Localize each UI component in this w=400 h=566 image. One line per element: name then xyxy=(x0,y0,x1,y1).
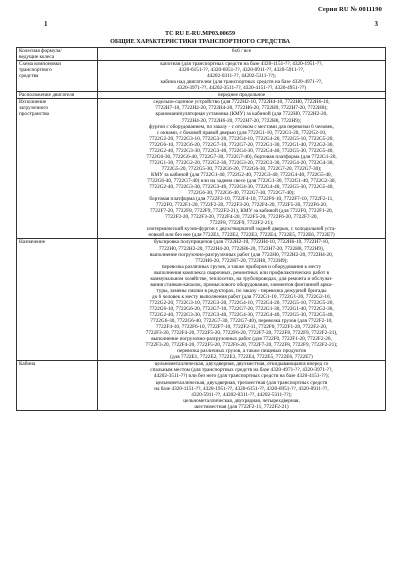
value-line: 7722F0, 7722F1-20, 7722F2-20, 7722F3-20, 7722F4-20, 7722F5-20, 7722F6-20, xyxy=(155,202,328,209)
value-line: выполнение погрузочно-разгрузочных работ (для 7722Н0, 7722Н2-20, 7722Н4-20, xyxy=(149,251,334,258)
value-line: краноманипуляторная установка (КМУ) за кабиной (для 7722Н0, 7722Н2-20, xyxy=(155,111,328,118)
value-line: с окнами, с боковой правой дверью (для 7722G1-10, 7722G1-20, 7722G2-10, xyxy=(156,129,327,136)
value-line: 7722F3-20, 7722F4-20, 7722F5-20, 7722F6-20, 7722F7-20, 7722F8, 7722F9, 7722F2-21); xyxy=(145,342,338,349)
value-line: 7722G6-30, 7722G6-40, 7722G7-30, 7722G7-40), бортовая платформа (для 7722G1-20, xyxy=(146,153,337,160)
value-line: 4320-3971-??, 44202-3511-??, 4320-4151-??, 4320-4951-??) xyxy=(177,85,306,92)
table-row xyxy=(17,99,386,239)
value-line: 7722G6-10, 7722G6-20, 7722G7-10, 7722G7-20, 7722G1-30, 7722G1-40, 7722G2-30, xyxy=(149,141,334,148)
value-line: 7722Н4-20, 7722Н6-20, 7722Н7-20, 7722Н8, 7722Н9); xyxy=(181,117,302,124)
table-row xyxy=(17,92,386,99)
value-line: 7722F8, 7722F9, 7722F2-21); xyxy=(209,220,274,227)
value-line: 7722F2-20, 7722F3-20, 7722F4-20, 7722F5-20, 7722F6-20, 7722F7-20, xyxy=(165,214,318,221)
value-line: 7722G2-40, 7722G3-30, 7722G3-40, 7722G4-30, 7722G4-40, 7722G5-30, 7722G5-40, xyxy=(149,184,334,191)
row-value xyxy=(98,92,386,99)
value-line: 7722G6-10, 7722G6-20, 7722G7-10, 7722G7-20, 7722G1-30, 7722G1-40, 7722G2-30, xyxy=(149,305,334,312)
value-line: 7722G1-30, 7722G2-20, 7722G2-30, 7722G3-20, 7722G3-30, 7722G4-20, 7722G4-30, xyxy=(149,159,334,166)
row-value xyxy=(98,48,386,61)
value-line: вания станков-качалок, промыслового оборудования, элементов фонтанной арма- xyxy=(150,281,333,288)
label-line: транспортного xyxy=(19,67,52,74)
value-line: кабина над двигателем (для транспортных средств на базе 4320-4971-??, xyxy=(160,79,323,86)
row-value xyxy=(98,361,386,410)
value-line: перевозка различных грузов, а также приборов и оборудования к месту xyxy=(161,263,322,270)
value-line: 6х6 / все xyxy=(231,48,252,54)
row-label xyxy=(17,239,98,361)
table-row xyxy=(17,48,386,61)
table-row xyxy=(17,239,386,361)
value-line: 7722Н7-10, 7722Н2-20, 7722Н4-20, 7722Н6-20, 7722Н9, 7722Н7-20, 7722Н8); xyxy=(155,105,328,112)
value-line: на базе 4320-1151-??, 4320-1951-??, 4320-6151-??, 4320-6951-??, 4320-0911-??, xyxy=(154,385,329,392)
value-line: 7722G2-20, 7722G3-10, 7722G3-20, 7722G4-10, 7722G4-20, 7722G5-10, 7722G5-20, xyxy=(149,135,334,142)
page-number-left: 1 xyxy=(44,20,48,28)
value-line: бортовая платформа (для 7722F2-10, 7722F4-10, 7722F6-10, 7722F7-10, 7722F2-11, xyxy=(149,196,334,203)
value-line: выполнение погрузочно-разгрузочных работ (для 7722F0, 7722F1-20, 7722F2-20, xyxy=(151,336,332,343)
value-line: туры, замены смазки в редукторах, по заказу - перевозка дежурной бригады xyxy=(156,287,327,294)
value-line: КМУ за кабиной (для 7722G1-40, 7722G2-40, 7722G3-40, 7722G4-40, 7722G5-40, xyxy=(151,171,332,178)
value-line: 7722G6-30, 7722G6-40, 7722G7-30, 7722G7-40), перевозка грузов (для 7722F2-10, xyxy=(150,318,333,325)
label-line: средства xyxy=(19,73,39,80)
value-line: переднее продольное xyxy=(217,92,266,99)
label-line: Кабина xyxy=(19,361,36,368)
serial-number: Серия RU № 0011190 xyxy=(317,6,382,13)
section-title: ОБЩИЕ ХАРАКТЕРИСТИКИ ТРАНСПОРТНОГО СРЕДСТВА xyxy=(110,38,290,45)
value-line: новкой или без нее (для 7722Е1, 7722Е2, 7722Е3, 7722Е4, 7722Е5, 7722Е6, 7722Е7) xyxy=(148,232,335,239)
value-line: капотная (для транспортных средств на базе 4320-1151-??, 4320-1951-??, xyxy=(160,61,323,68)
value-line: 44202-0311-??, 44202-5311-??); xyxy=(206,73,276,80)
value-line: фургон с оборудованием, по заказу - с отсеком с местами для перевозки 6 человек, xyxy=(149,123,334,130)
value-line: 7722F3-20, 7722F4-20, 7722F5-20, 7722F6-20, 7722F7-20, 7722F8, 7722F9, 7722F2-21), xyxy=(145,330,338,337)
value-line: цельнометаллическая, двухрядная, четырехдверная, xyxy=(183,397,300,404)
value-line: 7722G6-30, 7722G6-40, 7722G7-30, 7722G7-40); xyxy=(188,190,295,197)
row-label xyxy=(17,48,98,61)
value-line: 4320-5911-??, 44202-0311-??, 44202-5311-??); xyxy=(191,391,292,398)
value-line: 7722G5-20, 7722G5-30, 7722G6-20, 7722G6-30, 7722G7-20, 7722G7-30); xyxy=(161,165,322,172)
label-line: загрузочного xyxy=(19,105,48,112)
row-value xyxy=(98,61,386,92)
value-line: 7722Н0, 7722Н2-20, 7722Н4-20, 7722Н6-20, 7722Н7-20, 7722Н8, 7722Н9), xyxy=(158,245,325,252)
value-line: буксировка полуприцепов (для 7722Н2-10, 7722Н4-10, 7722Н6-10, 7722Н7-10, xyxy=(153,239,330,246)
label-line: Исполнение xyxy=(19,99,47,106)
characteristics-table xyxy=(16,47,386,411)
table-row xyxy=(17,61,386,92)
value-line: коммунальном хозяйстве, теплосетях, на трубопроводах, для ремонта и обслужи- xyxy=(150,275,333,282)
value-line: 7722F7-20, 7722F8, 7722F9, 7722F2-21), КМУ за кабиной (для 7722F0, 7722F1-20, xyxy=(150,208,333,215)
label-line: Назначение xyxy=(19,239,46,246)
row-label xyxy=(17,92,98,99)
row-label xyxy=(17,61,98,92)
value-line: цельнометаллическая, двухдверная, трехместная (для транспортных средств xyxy=(155,379,328,386)
value-line: выполнения комплекса сварочных, ремонтных или профилактических работ в xyxy=(154,269,329,276)
value-line: спальным местом (для транспортных средств на базе 4320-4971-??, 4320-3971-??, xyxy=(150,367,333,374)
value-line: 7722Н6-20, 7722Н7-20, 7722Н8, 7722Н9); xyxy=(195,257,288,264)
label-line: Расположение двигателя xyxy=(19,92,75,99)
row-value xyxy=(98,99,386,239)
certificate-code: TC RU E-RU.MP03.00659 xyxy=(164,30,236,37)
value-line: 44202-3511-??) или без него (для транспортных средств на базе 4320-4151-??); xyxy=(153,373,330,380)
value-line: цельнометаллическая, двухдверная, двухместная, откидывающаяся вперед со xyxy=(154,361,329,368)
row-label xyxy=(17,361,98,410)
value-line: 7722G2-40, 7722G3-30, 7722G3-40, 7722G4-30, 7722G4-40, 7722G5-30, 7722G5-40, xyxy=(149,147,334,154)
value-line: 7722G2-40, 7722G3-30, 7722G3-40, 7722G4-30, 7722G4-40, 7722G5-30, 7722G5-40, xyxy=(149,312,334,319)
label-line: ведущие колеса xyxy=(19,54,55,61)
row-value xyxy=(98,239,386,361)
value-line: седельно-сцепное устройство (для 7722Н2-10, 7722Н4-10, 7722Н0, 7722Н6-10, xyxy=(153,99,330,106)
value-line: перевозка различных грузов, а также пищевых продуктов xyxy=(177,348,306,355)
value-line: шестиместная (для 7722F2-11, 7722F2-21) xyxy=(194,403,289,410)
value-line: (для 7722Е1, 7722Е2, 7722Е3, 7722Е4, 7722Е5, 7722Е6, 7722Е7) xyxy=(170,354,313,361)
label-line: Колесная формула/ xyxy=(19,48,62,54)
label-line: пространства xyxy=(19,111,50,118)
page-number-right: 3 xyxy=(374,20,378,28)
value-line: 7722G2-20, 7722G3-10, 7722G3-20, 7722G4-10, 7722G4-20, 7722G5-10, 7722G5-20, xyxy=(149,299,334,306)
value-line: 7722F4-10, 7722F6-10, 7722F7-10, 7722F2-11, 7722F0, 7722F1-20, 7722F2-20, xyxy=(155,324,328,331)
value-line: до 6 человек к месту выполнения работ (для 7722G1-10, 7722G1-20, 7722G2-10, xyxy=(152,293,331,300)
row-label xyxy=(17,99,98,239)
value-line: 7722G6-40, 7722G7-40) или на заднем свесе (для 7722G1-30, 7722G1-40, 7722G2-30, xyxy=(147,177,336,184)
table-row xyxy=(17,361,386,410)
value-line: изотермический кузов-фургон с двухстворчатой задней дверью, с холодильной уста- xyxy=(146,226,337,233)
label-line: Схема компоновки xyxy=(19,61,62,68)
value-line: 4320-6151-??, 4320-6951-??, 4320-0911-??, 4320-5911-??, xyxy=(178,67,305,74)
